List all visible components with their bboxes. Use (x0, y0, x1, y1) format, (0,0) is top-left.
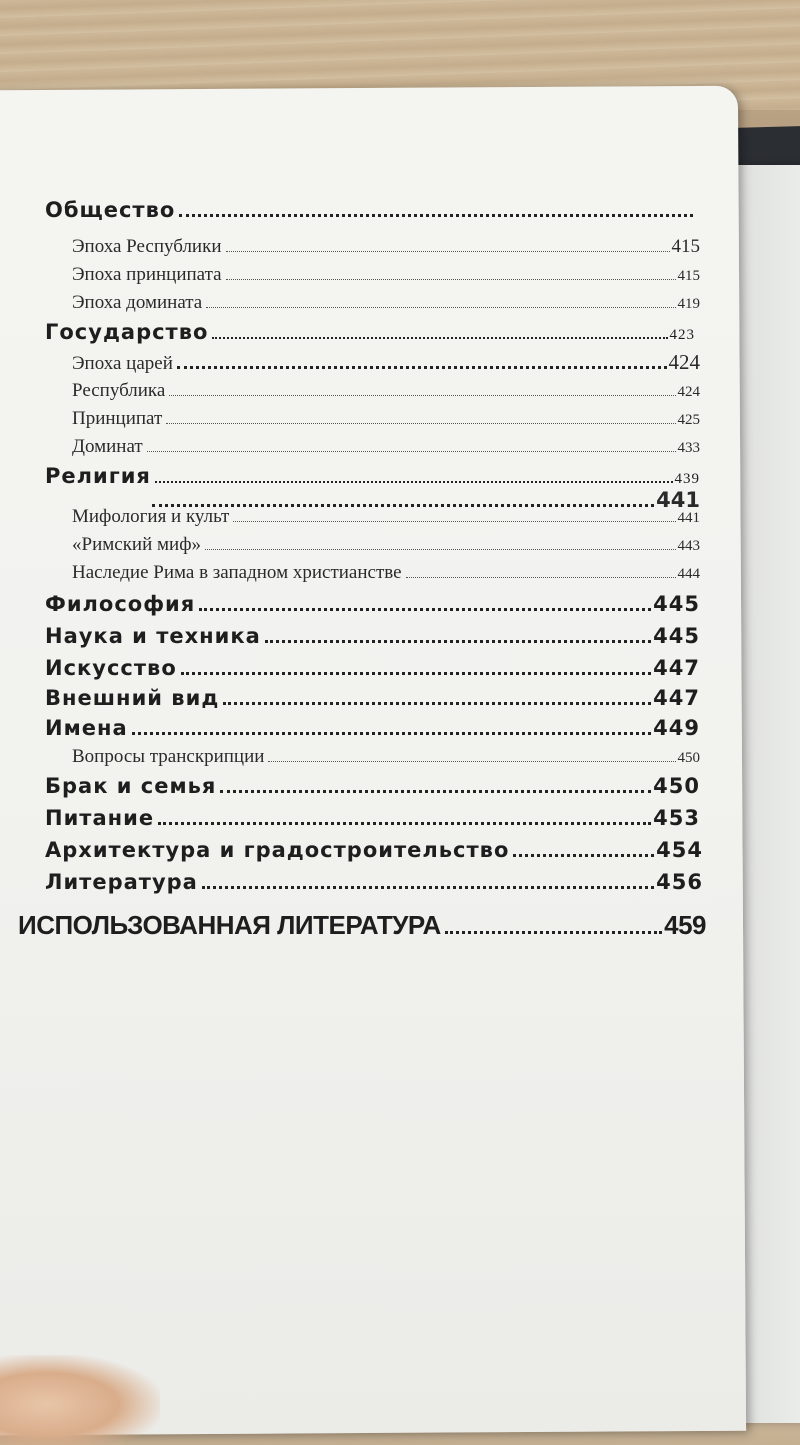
dot-leader (233, 520, 675, 522)
toc-page-number: 424 (668, 350, 700, 374)
toc-entry-title: Литература (45, 870, 198, 894)
dot-leader (177, 365, 667, 369)
toc-page-number: 439 (674, 471, 700, 487)
toc-entry-gosudarstvo[interactable] (45, 320, 695, 344)
toc-entry-religiya[interactable] (45, 464, 700, 488)
toc-entry-mifologiya-i-kult[interactable] (72, 506, 700, 528)
dot-leader (513, 853, 654, 857)
dot-leader (226, 278, 676, 280)
toc-entry-literatura[interactable] (45, 870, 703, 894)
dot-leader (212, 336, 667, 339)
toc-entry-voprosy-transkriptsii[interactable] (72, 746, 700, 768)
toc-entry-title: Архитектура и градостроительство (45, 838, 510, 862)
toc-page-number: 441 (677, 510, 700, 526)
toc-entry-brak-i-semya[interactable] (45, 774, 700, 798)
dot-leader (181, 671, 651, 675)
toc-entry-title: Искусство (45, 656, 177, 680)
dot-leader (199, 607, 651, 611)
toc-page-number: 445 (653, 624, 700, 648)
toc-entry-title: ИСПОЛЬЗОВАННАЯ ЛИТЕРАТУРА (18, 910, 441, 940)
toc-page-number: 447 (653, 686, 700, 710)
toc-entry-vneshniy-vid[interactable] (45, 686, 700, 710)
toc-entry-title: Эпоха домината (72, 292, 203, 313)
toc-entry-title: Наследие Рима в западном христианстве (72, 562, 402, 583)
toc-entry-filosofiya[interactable] (45, 592, 700, 616)
dot-leader (445, 930, 662, 934)
toc-entry-title: Философия (45, 592, 196, 616)
toc-entry-title: Мифология и культ (72, 506, 230, 527)
toc-entry-title: Вопросы транскрипции (72, 746, 265, 767)
toc-page-number: 441 (656, 488, 700, 512)
dot-leader (147, 450, 676, 452)
toc-entry-title: Эпоха Республики (72, 236, 222, 257)
toc-entry-epokha-respubliki[interactable] (72, 236, 700, 258)
toc-page-number: 425 (677, 412, 700, 428)
toc-entry-dominat[interactable] (72, 436, 700, 458)
dot-leader (155, 480, 673, 483)
toc-entry-title: Доминат (72, 436, 143, 457)
toc-page-number: 456 (656, 870, 703, 894)
toc-page-number: 424 (677, 384, 700, 400)
toc-entry-epokha-tsarey[interactable] (72, 350, 700, 375)
toc-page-number: 459 (664, 910, 706, 940)
toc-entry-title: Общество (45, 198, 176, 222)
toc-entry-title: Государство (45, 320, 209, 344)
toc-page-number: 415 (671, 236, 700, 257)
toc-entry-epokha-dominata[interactable] (72, 292, 700, 314)
toc-entry-nasledie-rima[interactable] (72, 562, 700, 584)
toc-entry-title: Наука и техника (45, 624, 261, 648)
toc-entry-imena[interactable] (45, 716, 700, 740)
toc-entry-respublika[interactable] (72, 380, 700, 402)
dot-leader (223, 701, 651, 705)
toc-entry-title: «Римский миф» (72, 534, 202, 555)
dot-leader (202, 885, 654, 889)
toc-page-number: 450 (653, 774, 700, 798)
dot-leader (220, 789, 651, 793)
toc-entry-title: Республика (72, 380, 166, 401)
toc-page-number: 415 (677, 268, 700, 284)
dot-leader (406, 576, 676, 578)
toc-entry-arkhitektura[interactable] (45, 838, 703, 862)
toc-entry-title: Внешний вид (45, 686, 220, 710)
toc-entry-title: Религия (45, 464, 151, 488)
toc-entry-ispolzovannaya-literatura[interactable] (18, 910, 706, 941)
dot-leader (166, 422, 675, 424)
toc-entry-iskusstvo[interactable] (45, 656, 700, 680)
dot-leader (206, 306, 675, 308)
toc-entry-title: Брак и семья (45, 774, 217, 798)
toc-entry-title: Питание (45, 806, 155, 830)
toc-page-number: 450 (677, 750, 700, 766)
toc-entry-nauka-i-tekhnika[interactable] (45, 624, 700, 648)
dot-leader (265, 639, 651, 643)
toc-entry-title: Эпоха принципата (72, 264, 222, 285)
toc-entry-title: Эпоха царей (72, 353, 173, 374)
toc-entry-pitanie[interactable] (45, 806, 700, 830)
toc-page-number: 444 (677, 566, 700, 582)
thumb-finger (0, 1355, 160, 1445)
toc-entry-epokha-printsipata[interactable] (72, 264, 700, 286)
dot-leader (169, 394, 675, 396)
dot-leader (179, 213, 693, 217)
toc-page-number: 449 (653, 716, 700, 740)
dot-leader (132, 731, 651, 735)
toc-entry-title: Имена (45, 716, 128, 740)
toc-page-number: 447 (653, 656, 700, 680)
dot-leader (205, 548, 675, 550)
dot-leader (226, 250, 670, 252)
toc-entry-obshchestvo[interactable] (45, 198, 695, 222)
toc-entry-printsipat[interactable] (72, 408, 700, 430)
toc-page-number: 443 (677, 538, 700, 554)
toc-page-number: 419 (677, 296, 700, 312)
toc-entry-rimskiy-mif[interactable] (72, 534, 700, 556)
toc-page-number: 433 (677, 440, 700, 456)
toc-page-number: 423 (669, 327, 695, 343)
toc-entry-title: Принципат (72, 408, 163, 429)
dot-leader (268, 760, 675, 762)
toc-page-number: 453 (653, 806, 700, 830)
dot-leader (158, 821, 651, 825)
toc-page-number: 454 (656, 838, 703, 862)
toc-page-number: 445 (653, 592, 700, 616)
